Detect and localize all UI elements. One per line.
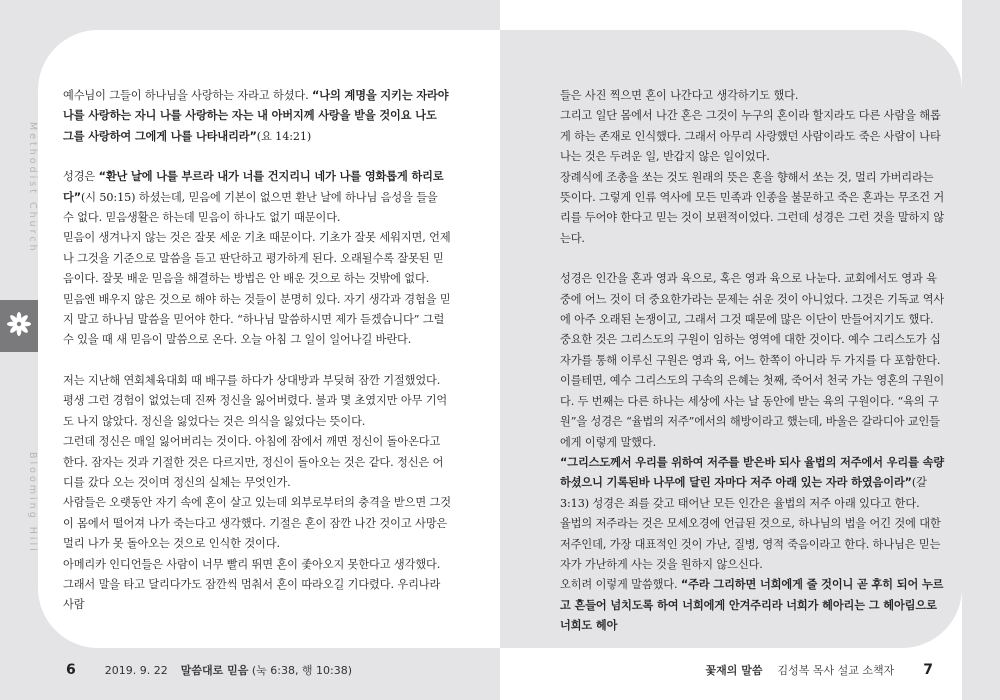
paragraph <box>63 290 451 351</box>
left-page-body <box>63 86 451 616</box>
paragraph-gap <box>63 351 451 371</box>
paragraph <box>63 432 451 493</box>
text-run: 성경은 인간을 혼과 영과 육으로, 혹은 영과 육으로 나눈다. 교회에서도 영과 육중에 어느 것이 더 중요한가라는 문제는 쉬운 것이 아니었다. 그것은 기독교 역사에 아주 오래된 논쟁이고, 그래서 그것 때문에 많은 이단이 만들어지기도 했다. <box>560 272 945 327</box>
side-tab <box>0 300 38 352</box>
paragraph <box>560 269 946 330</box>
right-page-body <box>560 86 946 637</box>
text-run: 믿음이 생겨나지 않는 것은 잘못 세운 기초 때문이다. 기초가 잘못 세워지면, 언제나 그것을 기준으로 말씀을 듣고 판단하고 평가하게 된다. 오래될수록 잘못된 믿음이다. 잘못 배운 믿음을 해결하는 방법은 안 배운 것으로 하는 것밖에 없다. <box>63 231 451 286</box>
paragraph <box>560 575 946 636</box>
book-title: 꽃재의 말씀 <box>705 664 763 677</box>
paragraph <box>560 514 946 575</box>
text-run: (시 50:15) 하셨는데, 믿음에 기본이 없으면 환난 날에 하나님 음성을 들을 수 없다. 믿음생활은 하는데 믿음이 하나도 없기 때문이다. <box>63 190 438 225</box>
paragraph <box>63 371 451 432</box>
text-run: 그런데 정신은 매일 잃어버리는 것이다. 아침에 잠에서 깨면 정신이 돌아온다고 한다. 잠자는 것과 기절한 것은 다르지만, 정신이 돌아오는 것은 같다. 정신은 어디를 갔다 오는 것이며 정신의 실체는 무엇인가. <box>63 435 444 489</box>
footer-left <box>66 662 352 678</box>
vertical-label-bottom: Blooming Hill <box>27 452 38 554</box>
text-run: 들은 사진 찍으면 혼이 나간다고 생각하기도 했다. <box>560 89 799 102</box>
text-run: 사람들은 오랫동안 자기 속에 혼이 살고 있는데 외부로부터의 충격을 받으면 그것이 몸에서 떨어져 나가 죽는다고 생각했다. 기절은 혼이 잠깐 나간 것이고 사망은 멀리 나가 못 돌아오는 것으로 인식한 것이다. <box>63 496 451 551</box>
book-subtitle: 김성복 목사 설교 소책자 <box>777 664 895 677</box>
paragraph <box>63 228 451 289</box>
right-margin-fill <box>962 0 1000 700</box>
scripture-quote: “주라 그리하면 너희에게 줄 것이니 곧 후히 되어 누르고 흔들어 넘치도록 하여 너희에게 안겨주리라 너희가 헤아리는 그 헤아림으로 너희도 헤아 <box>560 578 944 633</box>
text-run: 중요한 것은 그리스도의 구원이 임하는 영역에 대한 것이다. 예수 그리스도가 십자가를 통해 이루신 구원은 영과 육, 어느 한쪽이 아니라 두 가지를 다 포함한다. <box>560 333 941 367</box>
text-run: 예수님이 그들이 하나님을 사랑하는 자라고 하셨다. <box>63 89 313 102</box>
paragraph <box>63 555 451 616</box>
scripture-quote: “나의 계명을 지키는 자라야 나를 사랑하는 자니 나를 사랑하는 자는 내 아버지께 사랑을 받을 것이요 나도 그를 사랑하여 그에게 나를 나타내리라” <box>63 89 449 143</box>
paragraph-gap <box>63 147 451 167</box>
paragraph <box>560 106 946 167</box>
sermon-date: 2019. 9. 22 <box>104 664 168 677</box>
sermon-reference: (눅 6:38, 행 10:38) <box>251 664 353 677</box>
paragraph-gap <box>560 249 946 269</box>
text-run: 아메리카 인디언들은 사람이 너무 빨리 뛰면 혼이 좇아오지 못한다고 생각했다. 그래서 말을 타고 달리다가도 잠깐씩 멈춰서 혼이 따라오길 기다렸다. 우리나라 사람 <box>63 557 441 612</box>
text-run: 성경은 <box>63 170 99 184</box>
paragraph <box>560 168 946 250</box>
vertical-label-top: Methodist Church <box>27 122 38 254</box>
paragraph <box>560 330 946 371</box>
text-run: 저는 지난해 연회체육대회 때 배구를 하다가 상대방과 부딪혀 잠깐 기절했었다. 평생 그런 경험이 없었는데 진짜 정신을 잃어버렸다. 불과 몇 초였지만 아무 기억도 나지 않았다. 정신을 잃었다는 것은 의식을 잃었다는 뜻이다. <box>63 373 448 428</box>
paragraph <box>63 86 451 147</box>
paragraph <box>63 167 451 228</box>
text-run: 율법의 저주라는 것은 모세오경에 언급된 것으로, 하나님의 법을 어긴 것에 대한 저주인데, 가장 대표적인 것이 가난, 질병, 영적 죽음이라고 한다. 하나님은 믿는 자가 가난하게 사는 것을 원하지 않으신다. <box>560 517 941 571</box>
text-run: 이를테면, 예수 그리스도의 구속의 은혜는 첫째, 죽어서 천국 가는 영혼의 구원이다. 두 번째는 다른 하나는 세상에 사는 날 동안에 받는 육의 구원이다. “육의 구원”을 성경은 “율법의 저주”에서의 해방이라고 했는데, 바울은 갈라디아 교인들에게 이렇게 말했다. <box>560 374 945 449</box>
text-run: (요 14:21) <box>256 129 312 143</box>
page-number-right: 7 <box>923 662 933 678</box>
footer-right <box>706 662 933 678</box>
text-run: 오히려 이렇게 말씀했다. <box>560 578 681 592</box>
text-run: 믿음엔 배우지 않은 것으로 해야 하는 것들이 분명히 있다. 자기 생각과 경험을 믿지 말고 하나님 말씀을 믿어야 한다. “하나님 말씀하시면 제가 듣겠습니다” 그럴 수 있을 때 새 믿음이 말씀으로 온다. 오늘 아침 그 일이 일어나길 바란다. <box>63 292 451 347</box>
flower-icon <box>6 311 32 341</box>
sermon-title: 말씀대로 믿음 <box>180 664 249 677</box>
text-run: (갈 3:13) 성경은 죄를 갖고 태어난 모든 인간은 율법의 저주 아래 있다고 한다. <box>560 476 927 510</box>
text-run: 장례식에 조총을 쏘는 것도 원래의 뜻은 혼을 향해서 쏘는 것, 멀리 가버리라는 뜻이다. 그렇게 인류 역사에 모든 민족과 인종을 불문하고 죽은 혼과는 무조건 거리를 두어야 한다고 믿는 것이 보편적이었다. 그런데 성경은 그런 것을 말하지 않는다. <box>560 170 945 245</box>
scripture-quote: “환난 날에 나를 부르라 내가 너를 건지리니 네가 나를 영화롭게 하리로다” <box>63 170 444 204</box>
paragraph <box>560 453 946 514</box>
scripture-quote: “그리스도께서 우리를 위하여 저주를 받은바 되사 율법의 저주에서 우리를 속량하셨으니 기록된바 나무에 달린 자마다 저주 아래 있는 자라 하였음이라” <box>560 455 945 490</box>
text-run: 그리고 일단 몸에서 나간 혼은 그것이 누구의 혼이라 할지라도 다른 사람을 해롭게 하는 존재로 인식했다. 그래서 아무리 사랑했던 사람이라도 죽은 사람이 나타나는 것은 두려운 일, 반갑지 않은 일이었다. <box>560 109 941 164</box>
paragraph <box>560 86 946 106</box>
paragraph <box>560 371 946 453</box>
paragraph <box>63 493 451 554</box>
page-number-left: 6 <box>66 662 76 678</box>
